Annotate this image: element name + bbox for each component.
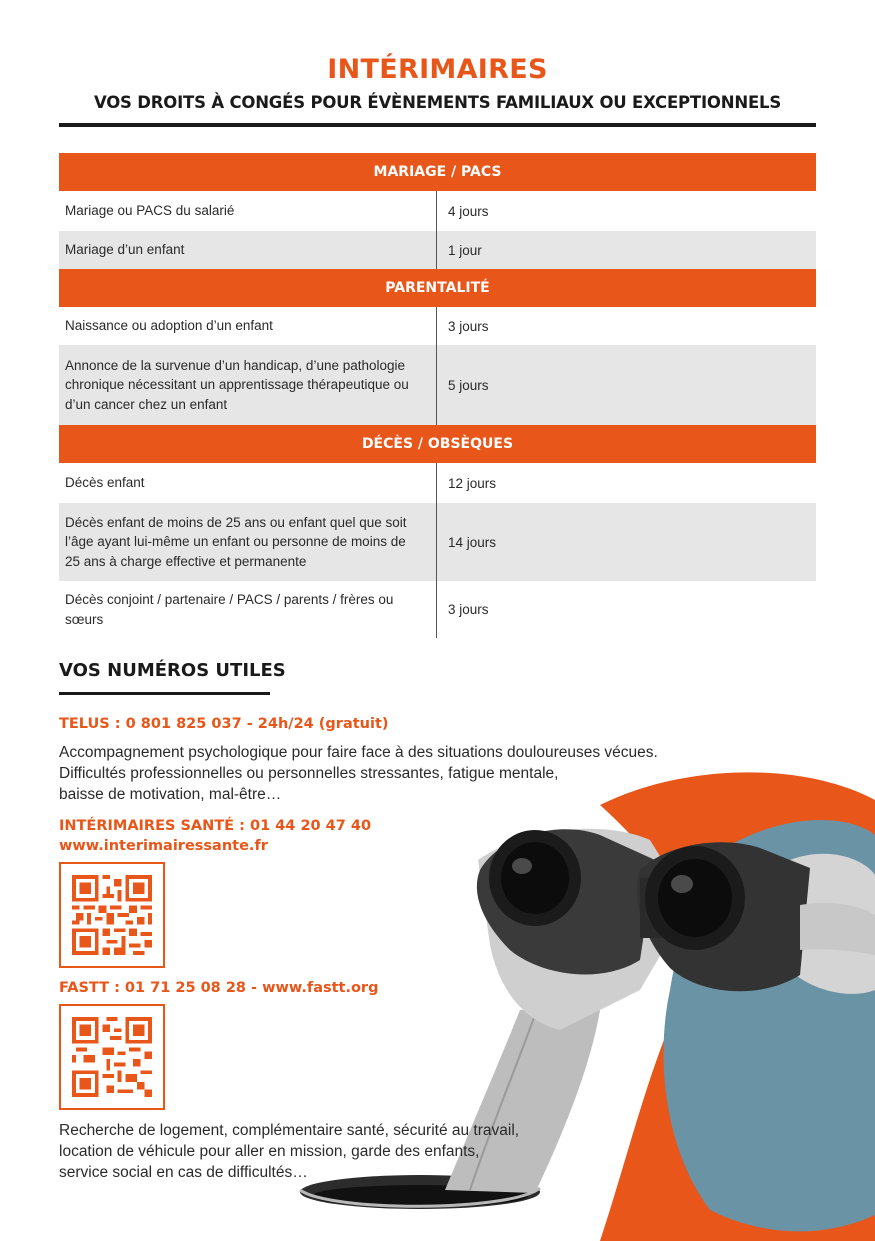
section-header-deces: DÉCÈS / OBSÈQUES <box>59 425 816 463</box>
useful-numbers-divider <box>59 692 270 695</box>
event-cell: Mariage ou PACS du salarié <box>59 191 437 231</box>
section-header-parentalite: PARENTALITÉ <box>59 269 816 307</box>
table-row <box>59 345 816 425</box>
days-cell: 4 jours <box>448 203 489 219</box>
page-title: INTÉRIMAIRES <box>327 54 548 85</box>
event-cell: Mariage d’un enfant <box>59 231 437 269</box>
days-cell: 12 jours <box>448 475 497 491</box>
fastt-description: Recherche de logement, complémentaire santé, sécurité au travail, location de véhicule pour aller en mission, garde des enfants, service social en cas de difficultés… <box>59 1122 520 1181</box>
table-row <box>59 463 816 503</box>
page-subtitle: VOS DROITS À CONGÉS POUR ÉVÈNEMENTS FAMILIAUX OU EXCEPTIONNELS <box>93 93 782 112</box>
table-row <box>59 581 816 638</box>
table-row <box>59 191 816 231</box>
event-cell: Décès enfant de moins de 25 ans ou enfant quel que soit l’âge ayant lui-même un enfant ou personne de moins de 25 ans à charge effective et permanente <box>59 503 437 581</box>
interimaires-sante-contact[interactable]: INTÉRIMAIRES SANTÉ : 01 44 20 47 40 <box>59 818 372 834</box>
qr-code-icon[interactable] <box>59 1004 165 1110</box>
leave-rights-table <box>59 153 816 638</box>
days-cell: 5 jours <box>448 377 489 393</box>
useful-numbers-heading: VOS NUMÉROS UTILES <box>59 660 286 681</box>
days-cell: 3 jours <box>448 318 489 334</box>
table-row <box>59 231 816 269</box>
days-cell: 3 jours <box>448 602 489 617</box>
section-header-mariage: MARIAGE / PACS <box>59 153 816 191</box>
interimaires-sante-link[interactable]: www.interimairessante.fr <box>59 838 268 854</box>
telus-description: Accompagnement psychologique pour faire face à des situations douloureuses vécues. Difficultés professionnelles ou personnelles stressantes, fatigue mentale, baisse de motivation, mal-être… <box>59 744 658 803</box>
days-cell: 1 jour <box>448 242 482 258</box>
fastt-contact[interactable]: FASTT : 01 71 25 08 28 - www.fastt.org <box>59 980 379 996</box>
table-row <box>59 307 816 345</box>
days-cell: 14 jours <box>448 534 497 550</box>
title-divider <box>59 123 816 127</box>
event-cell: Décès enfant <box>59 463 437 503</box>
table-row <box>59 503 816 581</box>
event-cell: Naissance ou adoption d’un enfant <box>59 307 437 345</box>
telus-contact[interactable]: TELUS : 0 801 825 037 - 24h/24 (gratuit) <box>59 716 389 732</box>
qr-code-icon[interactable] <box>59 862 165 968</box>
event-cell: Annonce de la survenue d’un handicap, d’une pathologie chronique nécessitant un apprentissage thérapeutique ou d’un cancer chez un enfant <box>59 345 437 425</box>
event-cell: Décès conjoint / partenaire / PACS / parents / frères ou sœurs <box>59 581 437 638</box>
